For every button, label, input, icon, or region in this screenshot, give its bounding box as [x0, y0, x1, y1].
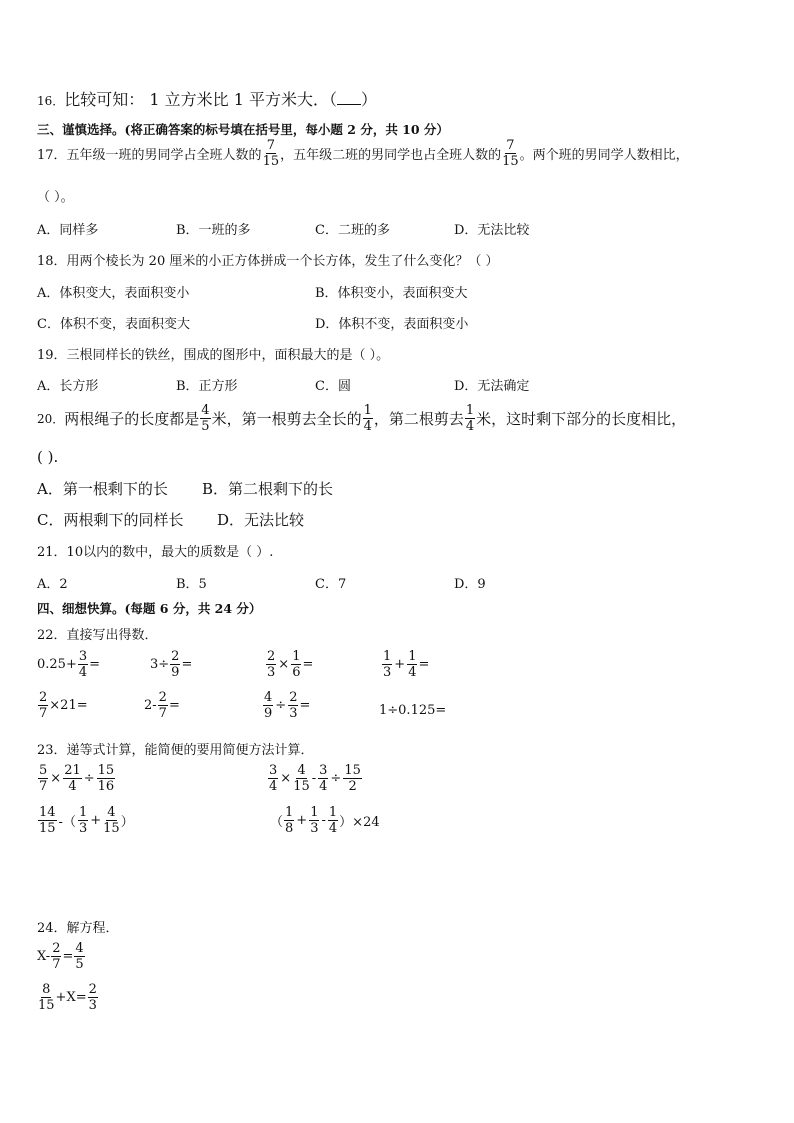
question-22: 22．直接写出得数．: [37, 628, 158, 643]
option-b[interactable]: B．5: [176, 577, 207, 592]
answer-blank[interactable]: ( ).: [37, 448, 59, 466]
numerator: 1: [363, 403, 372, 418]
expr-text: （: [270, 815, 284, 830]
option-c[interactable]: C．7: [315, 577, 347, 592]
paren-close: ）: [361, 90, 378, 109]
question-17: [37, 139, 689, 168]
denominator: 3: [267, 665, 276, 680]
fraction: [63, 764, 82, 793]
numerator: 2: [289, 690, 298, 705]
numerator: 1: [465, 403, 475, 418]
denominator: 9: [264, 706, 273, 721]
numerator: 1: [78, 805, 88, 820]
expression: 1÷0.125=: [379, 703, 447, 718]
denominator: 15: [103, 821, 120, 836]
operator: +: [394, 657, 406, 672]
expression: [265, 650, 313, 679]
operator: -（: [58, 815, 76, 830]
fraction: [38, 691, 48, 720]
option-b[interactable]: B．一班的多: [176, 223, 251, 238]
denominator: 15: [39, 821, 56, 836]
fraction: [74, 942, 84, 971]
fraction: [266, 650, 276, 679]
question-19: 19．三根同样长的铁丝，围成的图形中，面积最大的是（ ）。: [37, 348, 390, 363]
option-d[interactable]: D．体积不变，表面积变小: [315, 317, 469, 332]
denominator: 7: [39, 706, 48, 721]
expr-text: =: [181, 657, 193, 672]
option-c[interactable]: C．两根剩下的同样长: [37, 511, 184, 529]
question-text: ，第二根剪去: [373, 410, 464, 428]
fraction: [318, 764, 328, 793]
fraction: [158, 691, 168, 720]
question-text: ，五年级二班的男同学也占全班人数的: [280, 148, 502, 163]
expr-text: =: [299, 698, 311, 713]
numerator: 2: [171, 649, 180, 664]
question-18: 18．用两个棱长为 20 厘米的小正方体拼成一个长方体，发生了什么变化？（ ）: [37, 254, 499, 269]
option-c[interactable]: C．圆: [315, 379, 351, 394]
question-16: [37, 87, 377, 110]
expr-text: 0.25+: [37, 657, 77, 672]
question-text: 两根绳子的长度都是: [64, 410, 200, 428]
operator: ÷: [330, 771, 342, 786]
denominator: 4: [269, 779, 278, 794]
fraction: [284, 806, 294, 835]
fraction: [363, 404, 373, 433]
fraction: [309, 806, 319, 835]
fraction: [407, 650, 417, 679]
fraction: [78, 806, 88, 835]
question-text: 比较可知： 1 立方米比 1 平方米大．: [64, 90, 329, 109]
denominator: 7: [52, 957, 61, 972]
operator: ÷: [83, 771, 95, 786]
expr-text: =: [62, 949, 74, 964]
option-b[interactable]: B．体积变小，表面积变大: [315, 286, 468, 301]
denominator: 15: [262, 154, 280, 169]
question-number: 16．: [37, 94, 65, 108]
numerator: 15: [97, 763, 115, 778]
expression: [37, 650, 100, 679]
expression: [262, 691, 310, 720]
numerator: 21: [64, 763, 81, 778]
numerator: 2: [52, 941, 61, 956]
option-d[interactable]: D．无法确定: [454, 379, 530, 394]
question-24: 24．解方程．: [37, 921, 119, 936]
operator: -: [321, 813, 326, 828]
denominator: 4: [328, 821, 338, 836]
option-d[interactable]: D．无法比较: [454, 223, 530, 238]
expr-text: ×21=: [49, 698, 88, 713]
option-c[interactable]: C．体积不变，表面积变大: [37, 317, 190, 332]
numerator: 15: [344, 763, 361, 778]
denominator: 3: [383, 665, 392, 680]
expr-text: =: [302, 657, 314, 672]
denominator: 4: [363, 419, 372, 434]
numerator: 4: [75, 941, 84, 956]
numerator: 7: [506, 138, 515, 153]
numerator: 1: [285, 805, 294, 820]
numerator: 4: [201, 403, 210, 418]
question-text: 米，这时剩下部分的长度相比，: [476, 410, 687, 428]
denominator: 6: [292, 665, 301, 680]
numerator: 1: [408, 649, 417, 664]
answer-blank[interactable]: （ ）。: [37, 190, 74, 205]
denominator: 3: [310, 821, 319, 836]
numerator: 8: [42, 982, 51, 997]
numerator: 5: [39, 763, 48, 778]
expr-text: =: [168, 698, 180, 713]
operator: ×: [280, 771, 292, 786]
option-c[interactable]: C．二班的多: [315, 223, 390, 238]
numerator: 1: [383, 649, 392, 664]
fraction: [200, 404, 210, 433]
fraction: [328, 806, 338, 835]
denominator: 4: [78, 665, 88, 680]
option-a[interactable]: A．同样多: [37, 223, 99, 238]
numerator: 1: [310, 805, 319, 820]
fraction: [382, 650, 392, 679]
denominator: 3: [88, 998, 97, 1013]
numerator: 3: [269, 763, 278, 778]
denominator: 16: [97, 779, 115, 794]
question-text: 。两个班的男同学人数相比，: [519, 148, 689, 163]
denominator: 9: [171, 665, 180, 680]
question-20: [37, 404, 686, 433]
fraction: [291, 650, 301, 679]
expression: [150, 650, 192, 679]
equation: [37, 983, 99, 1012]
expr-text: =: [89, 657, 101, 672]
denominator: 15: [38, 998, 55, 1013]
expression: [381, 650, 429, 679]
denominator: 7: [158, 706, 167, 721]
denominator: 3: [289, 706, 298, 721]
denominator: 4: [319, 779, 328, 794]
expression: [267, 764, 363, 793]
expr-text: ）×24: [339, 815, 380, 830]
fraction: [38, 764, 48, 793]
option-a[interactable]: A．长方形: [37, 379, 99, 394]
expr-text: =: [418, 657, 430, 672]
question-number: 17．: [37, 148, 67, 163]
question-text: 五年级一班的男同学占全班人数的: [66, 148, 262, 163]
numerator: 2: [39, 690, 48, 705]
fraction: [268, 764, 278, 793]
operator: -: [311, 771, 317, 786]
fraction: [38, 983, 55, 1012]
expression: [270, 806, 380, 835]
option-a[interactable]: A．第一根剩下的长: [37, 480, 168, 498]
numerator: 2: [88, 982, 97, 997]
fraction: [465, 404, 475, 433]
paren-open: （: [329, 90, 338, 109]
numerator: 7: [266, 138, 275, 153]
fraction: [293, 764, 310, 793]
operator: ×: [50, 771, 62, 786]
operator: +: [296, 813, 308, 828]
denominator: 4: [408, 665, 417, 680]
numerator: 4: [264, 690, 273, 705]
expr-text: 2-: [144, 698, 157, 713]
expr-text: +X=: [55, 990, 87, 1005]
option-a[interactable]: A．体积变大，表面积变小: [37, 286, 190, 301]
fraction: [263, 691, 273, 720]
fraction: [170, 650, 180, 679]
question-number: 20．: [37, 412, 65, 426]
fraction: [97, 764, 116, 793]
operator: ÷: [275, 698, 287, 713]
denominator: 7: [39, 779, 48, 794]
expr-text: X-: [37, 949, 51, 964]
denominator: 5: [201, 419, 210, 434]
fraction: [288, 691, 298, 720]
fraction: [103, 806, 120, 835]
fraction: [263, 139, 280, 168]
answer-blank[interactable]: [337, 92, 361, 105]
numerator: 4: [297, 763, 306, 778]
numerator: 2: [267, 649, 276, 664]
numerator: 1: [328, 805, 338, 820]
expression: [37, 806, 134, 835]
fraction: [51, 942, 61, 971]
denominator: 8: [285, 821, 294, 836]
denominator: 3: [78, 821, 88, 836]
denominator: 5: [75, 957, 84, 972]
expression: [144, 691, 180, 720]
expression: [37, 691, 88, 720]
question-23: 23．递等式计算，能简便的要用简便方法计算．: [37, 743, 314, 758]
fraction: [343, 764, 362, 793]
fraction: [78, 650, 88, 679]
section-4-heading: 四、细想快算。(每题 6 分，共 24 分）: [37, 601, 262, 616]
fraction: [38, 806, 57, 835]
numerator: 3: [78, 649, 88, 664]
option-b[interactable]: B．正方形: [176, 379, 238, 394]
fraction: [502, 139, 519, 168]
option-d[interactable]: D．无法比较: [217, 511, 305, 529]
question-text: 米，第一根剪去全长的: [211, 410, 362, 428]
operator: +: [90, 813, 102, 828]
numerator: 3: [319, 763, 328, 778]
option-b[interactable]: B．第二根剩下的长: [202, 480, 334, 498]
question-21: 21．10以内的数中，最大的质数是（ ）.: [37, 545, 274, 560]
numerator: 2: [158, 690, 167, 705]
section-3-heading: 三、谨慎选择。(将正确答案的标号填在括号里，每小题 2 分，共 10 分）: [37, 122, 449, 137]
operator: ×: [278, 657, 290, 672]
expr-text: ）: [120, 815, 134, 830]
denominator: 15: [293, 779, 310, 794]
option-d[interactable]: D．9: [454, 577, 486, 592]
denominator: 4: [68, 779, 77, 794]
numerator: 14: [39, 805, 56, 820]
numerator: 1: [292, 649, 301, 664]
equation: [37, 942, 86, 971]
fraction: [88, 983, 98, 1012]
expression: [37, 764, 116, 793]
option-a[interactable]: A．2: [37, 577, 68, 592]
denominator: 4: [465, 419, 475, 434]
expr-text: 3÷: [150, 657, 170, 672]
numerator: 4: [107, 805, 116, 820]
denominator: 15: [502, 154, 519, 169]
denominator: 2: [348, 779, 357, 794]
